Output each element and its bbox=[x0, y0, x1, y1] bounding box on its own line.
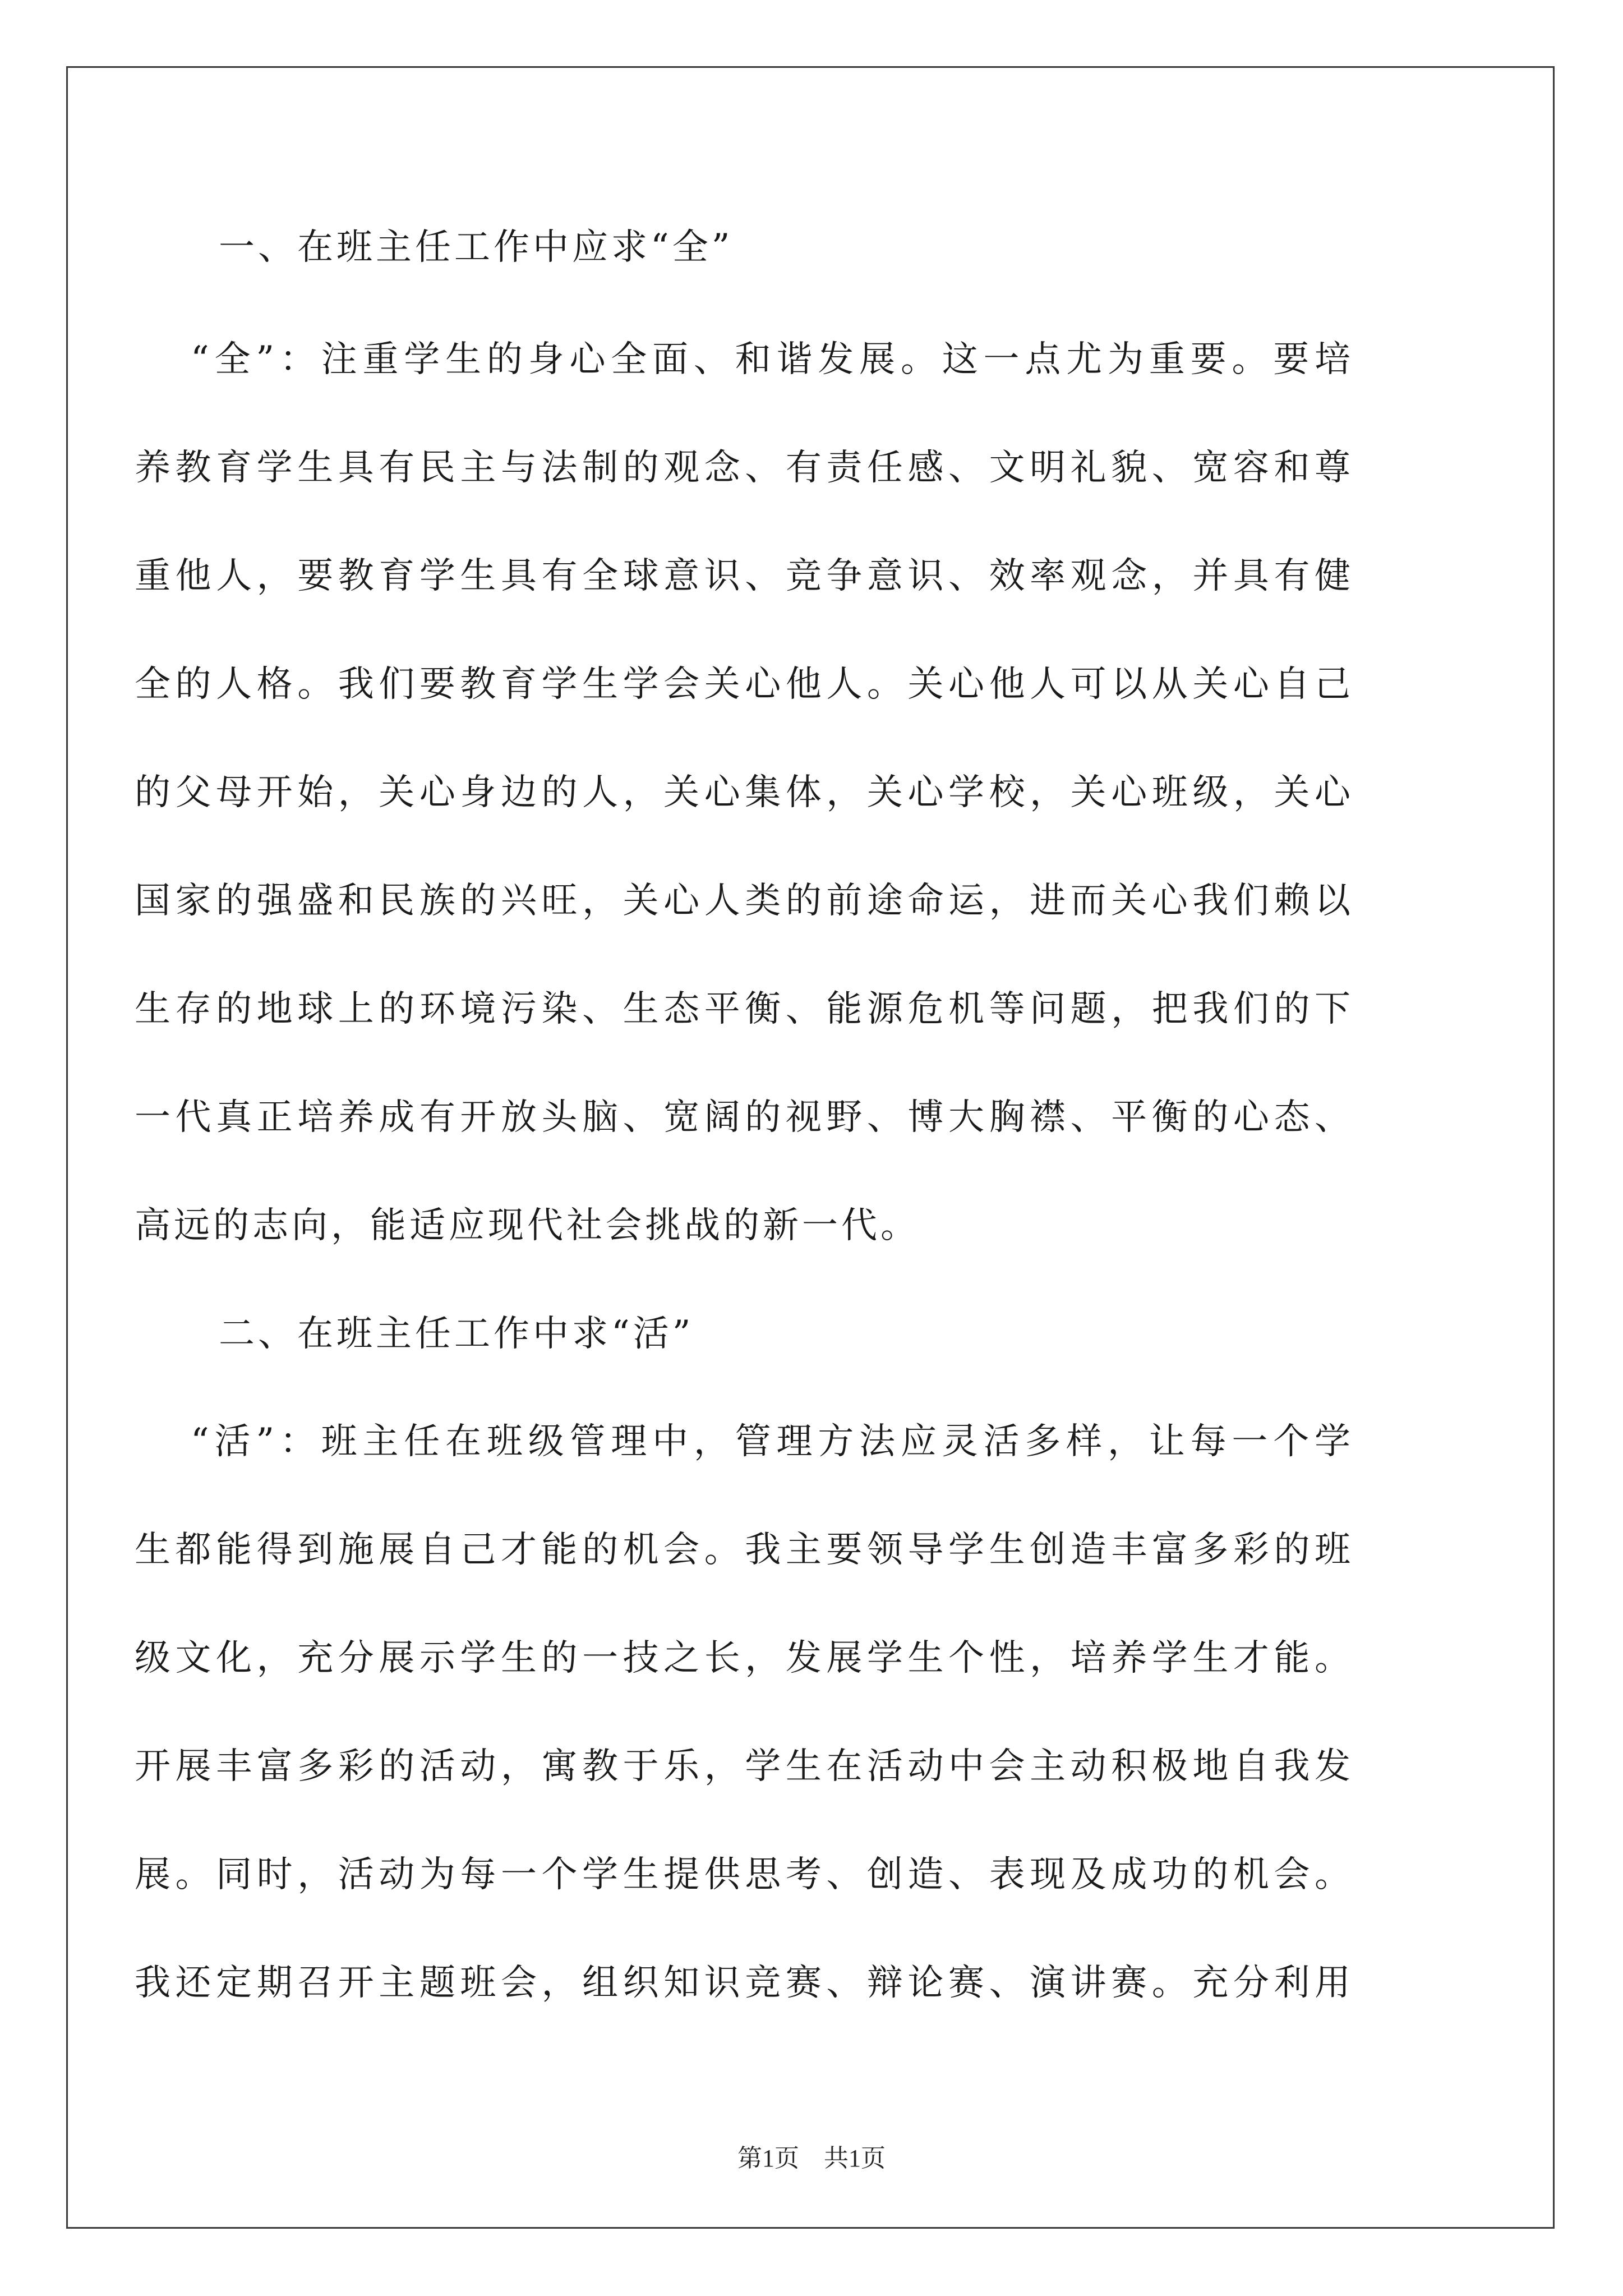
paragraph-line: “全”：注重学生的身心全面、和谐发展。这一点尤为重要。要培 bbox=[191, 339, 1354, 380]
paragraph-line: “活”：班主任在班级管理中，管理方法应灵活多样，让每一个学 bbox=[191, 1421, 1354, 1462]
paragraph-line: 全的人格。我们要教育学生学会关心他人。关心他人可以从关心自己 bbox=[135, 664, 1354, 705]
paragraph-line: 生都能得到施展自己才能的机会。我主要领导学生创造丰富多彩的班 bbox=[135, 1529, 1354, 1571]
paragraph-line: 重他人，要教育学生具有全球意识、竞争意识、效率观念，并具有健 bbox=[135, 555, 1354, 597]
paragraph-line: 生存的地球上的环境污染、生态平衡、能源危机等问题，把我们的下 bbox=[135, 988, 1354, 1030]
page-border bbox=[66, 66, 1555, 2229]
paragraph-line: 级文化，充分展示学生的一技之长，发展学生个性，培养学生才能。 bbox=[135, 1637, 1354, 1679]
paragraph-line: 高远的志向，能适应现代社会挑战的新一代。 bbox=[135, 1205, 920, 1246]
paragraph-line: 展。同时，活动为每一个学生提供思考、创造、表现及成功的机会。 bbox=[135, 1854, 1354, 1895]
paragraph-line: 我还定期召开主题班会，组织知识竞赛、辩论赛、演讲赛。充分利用 bbox=[135, 1962, 1354, 2004]
section-heading-2: 二、在班主任工作中求“活” bbox=[219, 1313, 694, 1355]
paragraph-line: 养教育学生具有民主与法制的观念、有责任感、文明礼貌、宽容和尊 bbox=[135, 447, 1354, 489]
section-heading-1: 一、在班主任工作中应求“全” bbox=[219, 227, 734, 268]
paragraph-line: 的父母开始，关心身边的人，关心集体，关心学校，关心班级，关心 bbox=[135, 772, 1354, 813]
paragraph-line: 一代真正培养成有开放头脑、宽阔的视野、博大胸襟、平衡的心态、 bbox=[135, 1097, 1354, 1138]
paragraph-line: 国家的强盛和民族的兴旺，关心人类的前途命运，进而关心我们赖以 bbox=[135, 880, 1354, 922]
page-footer: 第1页 共1页 bbox=[737, 2145, 886, 2172]
paragraph-line: 开展丰富多彩的活动，寓教于乐，学生在活动中会主动积极地自我发 bbox=[135, 1746, 1354, 1787]
